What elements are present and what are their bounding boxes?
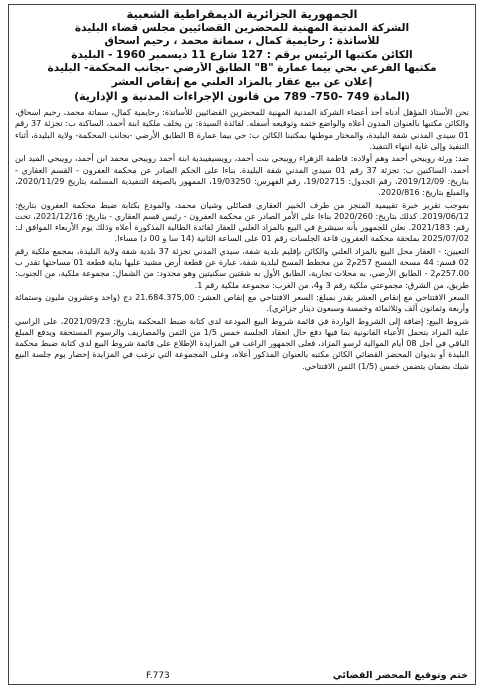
notice-body (15, 107, 469, 372)
paragraph-price: السعر الافتتاحي مع إنقاص العشر يقدر بمبلغ: السعر الافتتاحي مع إنقاص العشر: 21.684.375,00 دج (واحد وعشرون مليون وستمائة وأربعة وثمانون ألف وثلاثمائة وخمسة وسبعون دينار جزائري). (15, 291, 469, 314)
paragraph-conditions: شروط البيع: إضافة إلى الشروط الواردة في قائمة شروط البيع المودعة لدى كتابة ضبط المحكمة بتاريخ: 2021/09/23، على الراسي عليه المزاد بتحمل الأعباء القانونية بما فيها دفع حال انعقاد الجلسة خمس 1/5 من الثمن والمصاريف والرسوم المستحقة ويدفع المبلغ الباقي في أجل 08 أيام الموالية لرسو المزاد، فعلى الجمهور الراغب في المزايدة الإطلاع على قائمة شروط البيع لدى كتابة ضبط محكمة البليدة أو بديوان المحضر القضائي الكائن مكتبه بالعنوان المذكور أعلاه، وعلى المجموعة التي ترغب في المزايدة إحضار يوم جلسة البيع شيك بضمان يتضمن خمس (1/5) الثمن الافتتاحي. (15, 315, 469, 371)
notice-header (15, 8, 469, 103)
republic-title: الجمهورية الجزائرية الديمقراطية الشعبية (126, 8, 358, 21)
paragraph-property: التعيين: - العقار محل البيع بالمزاد العلني والكائن بإقليم بلدية شفة، سيدي المدني تجزئة 37 بلدية شفة ولاية البليدة، بمجمع ملكية رقم 02 قسم: 44 مسحة المسح 257م2 من مخطط المسح لبلدية شفة، عبارة عن قطعة أرض مشيد عليها بناية قطعة 01 مساحتها تقدر ب 257.00م2 - الطابق الأرضي، به محلات تجارية، الطابق الأول به شقتين سكنيتين وهو محدود: من الشمال: مجموعة ملكية، من الجنوب: طريق، من الشرق: مجموعتي ملكية رقم 3 و4، من الغرب: مجموعة ملكية رقم 1. (15, 245, 469, 290)
legal-articles: (المادة 749 -750- 789 من قانون الإجراءات المدنية و الإدارية) (74, 89, 410, 103)
notice-footer (16, 670, 468, 681)
signature-label: ختم وتوقيع المحضر القضائي (332, 670, 468, 681)
company-name: الشركة المدنية المهنية للمحضرين القضائيين مجلس قضاء البليدة (74, 21, 410, 34)
reference-code: F.773 (146, 671, 170, 681)
notice-frame (8, 4, 476, 685)
bailiff-names: للأساتذة : رحايمية كمال ، سماتة محمد ، رحيم اسحاق (104, 35, 380, 48)
paragraph-against: ضد: ورثة رويبحي أحمد وهم أولاده: فاطمة الزهراء رويبحي بنت أحمد، رويسيفيبدية ابنة أحمد رويبحي محمد ابن أحمد، رويبحي الميد ابن أحمد، الساكنين ب: تجزئة 37 رقم 01 سيدي المدني شفة البليدة. بناءا على الحكم الصادر عن محكمة العفرون - القسم العقاري - بتاريخ: 2019/12/09، رقم الجدول: 19/02715، رقم الفهرس: 19/03250، الممهور بالصيغة التنفيذية المسلمة بتاريخ 2020/11/29، والمبلغ بتاريخ: 2020/816. (15, 153, 469, 198)
branch-office-address: مكتبها الفرعي بحي بيما عمارة "B" الطابق الأرضي -بجانب المحكمة- البليدة (47, 62, 437, 75)
paragraph-requester: نحن الأستاذ المؤهل أدناه أحد أعضاء الشركة المدنية المهنية للمحضرين القضائيين للأساتذة: رحايمية كمال، سماتة محمد، رحيم اسحاق، والكائن مكتبها بالعنوان المدون أعلاه والواضع ختمه وتوقيعه أسفله. لفائدة السيدة: بن يخلف ملكية ابنة أحمد، الساكنة ب: تجزئة 37 رقم 01 سيدي المدني شفة البليدة، والمختار موطنها بمكتبنا الكائن ب: حي بيما عمارة B الطابق الأرضي -بجانب المحكمة- ولاية البليدة، أثناء التنفيذ وإلى غاية انتهاء التنفيذ. (15, 107, 469, 152)
paragraph-auction-date: بموجب تقرير خبرة تقييمية المنجز من طرف الخبير العقاري قصائلي وشيان محمد، والمودع بكتابة ضبط محكمة العفرون بتاريخ: 2019/06/12. كذلك بتاريخ: 2020/260 بناءا على الأمر الصادر عن محكمة العفرون - رئيس قسم العقاري - بتاريخ: 2021/12/16، تحت رقم: 2021/183. نعلن للجمهور بأنه سيشرع في البيع بالمزاد العلني للعقار لفائدة الطالبة المذكورة أعلاه وذلك يوم الأربعاء الموافق لـ: 2025/07/02 بملحقة محكمة العفرون قاعة الجلسات رقم 01 على الساعة الثانية (14 سا و 00 د) مساءا. (15, 199, 469, 244)
notice-title: إعلان عن بيع عقار بالمزاد العلني مع إنقاص العشر (111, 75, 373, 88)
main-office-address: الكائن مكتبها الرئيس برقم : 127 شارع 11 ديسمبر 1960 - البليدة (71, 48, 413, 61)
